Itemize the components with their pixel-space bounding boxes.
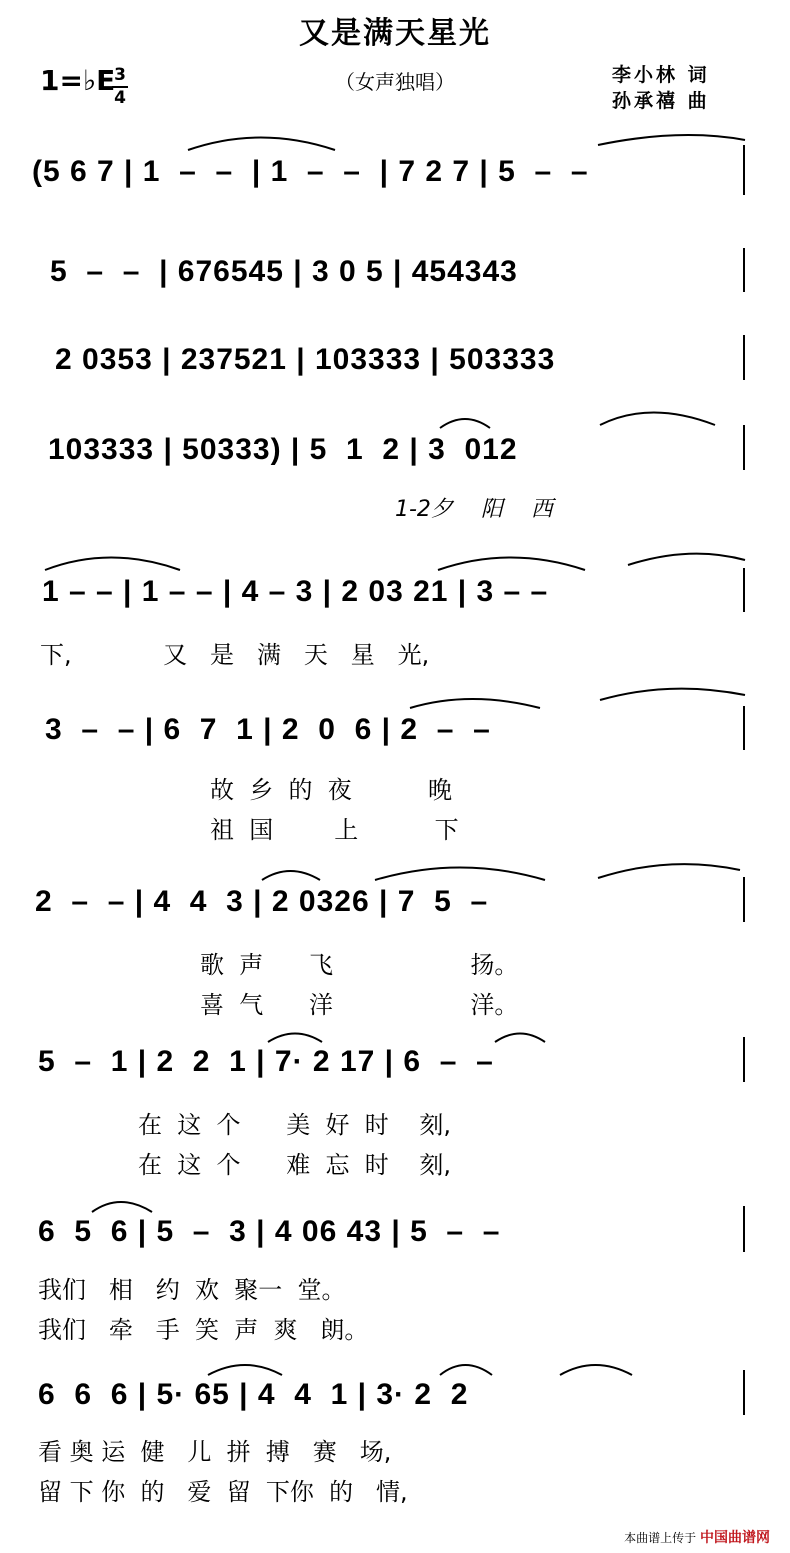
slur	[438, 558, 585, 571]
notation-row-1: (5 6 7 | 1 – – | 1 – – | 7 2 7 | 5 – –	[32, 155, 589, 188]
footer-text: 本曲谱上传于	[624, 1531, 697, 1545]
lyric-row-7b: 喜 气 洋 洋。	[200, 991, 519, 1019]
key-signature: 1=♭E	[40, 64, 116, 97]
slur	[45, 558, 180, 571]
slur	[410, 699, 540, 708]
notation-row-4: 103333 | 50333) | 5 1 2 | 3 012	[48, 433, 518, 466]
slur	[598, 135, 745, 145]
footer-credit	[624, 1527, 770, 1547]
slur	[440, 419, 490, 428]
slur	[92, 1202, 152, 1212]
composer-credit: 孙承禧 曲	[612, 90, 710, 112]
notation-row-5: 1 – – | 1 – – | 4 – 3 | 2 03 21 | 3 – –	[42, 575, 549, 608]
slur	[262, 871, 320, 880]
notation-row-7: 2 – – | 4 4 3 | 2 0326 | 7 5 –	[35, 885, 489, 918]
notation-row-6: 3 – – | 6 7 1 | 2 0 6 | 2 – –	[45, 713, 491, 746]
slur	[440, 1365, 492, 1375]
lyric-row-8b: 在 这 个 难 忘 时 刻,	[138, 1151, 451, 1179]
notation-row-9: 6 5 6 | 5 – 3 | 4 06 43 | 5 – –	[38, 1215, 501, 1248]
slur	[598, 864, 740, 878]
lyric-row-5a: 下, 又 是 满 天 星 光,	[40, 641, 430, 669]
notation-row-10: 6 6 6 | 5· 65 | 4 4 1 | 3· 2 2	[38, 1378, 469, 1411]
lyric-row-9b: 我们 牵 手 笑 声 爽 朗。	[38, 1316, 369, 1344]
slur	[600, 413, 715, 426]
notation-row-2: 5 – – | 676545 | 3 0 5 | 454343	[50, 255, 518, 288]
slur	[208, 1365, 282, 1375]
lyricist-credit: 李小林 词	[612, 64, 710, 86]
slur	[375, 868, 545, 881]
lyric-row-4a: 1-2夕 阳 西	[395, 497, 553, 522]
slur	[495, 1034, 545, 1043]
song-title: 又是满天星光	[299, 16, 491, 51]
notation-row-8: 5 – 1 | 2 2 1 | 7· 2 17 | 6 – –	[38, 1045, 494, 1078]
slur	[600, 689, 745, 700]
meter-top: 3	[114, 65, 126, 85]
slur	[560, 1365, 632, 1375]
lyric-row-6b: 祖 国 上 下	[210, 816, 459, 844]
lyric-row-9a: 我们 相 约 欢 聚一 堂。	[38, 1276, 346, 1304]
lyric-row-6a: 故 乡 的 夜 晚	[210, 776, 453, 804]
meter-bottom: 4	[114, 88, 126, 108]
slur	[188, 138, 335, 151]
lyric-row-10a: 看 奥 运 健 儿 拼 搏 赛 场,	[38, 1438, 392, 1466]
song-subtitle: （女声独唱）	[335, 70, 455, 94]
lyric-row-7a: 歌 声 飞 扬。	[200, 951, 519, 979]
notation-row-3: 2 0353 | 237521 | 103333 | 503333	[55, 343, 556, 376]
slur	[268, 1034, 322, 1043]
footer-brand[interactable]: 中国曲谱网	[700, 1530, 770, 1546]
slur	[628, 554, 745, 565]
lyric-row-10b: 留 下 你 的 爱 留 下你 的 情,	[38, 1478, 408, 1506]
lyric-row-8a: 在 这 个 美 好 时 刻,	[138, 1111, 451, 1139]
